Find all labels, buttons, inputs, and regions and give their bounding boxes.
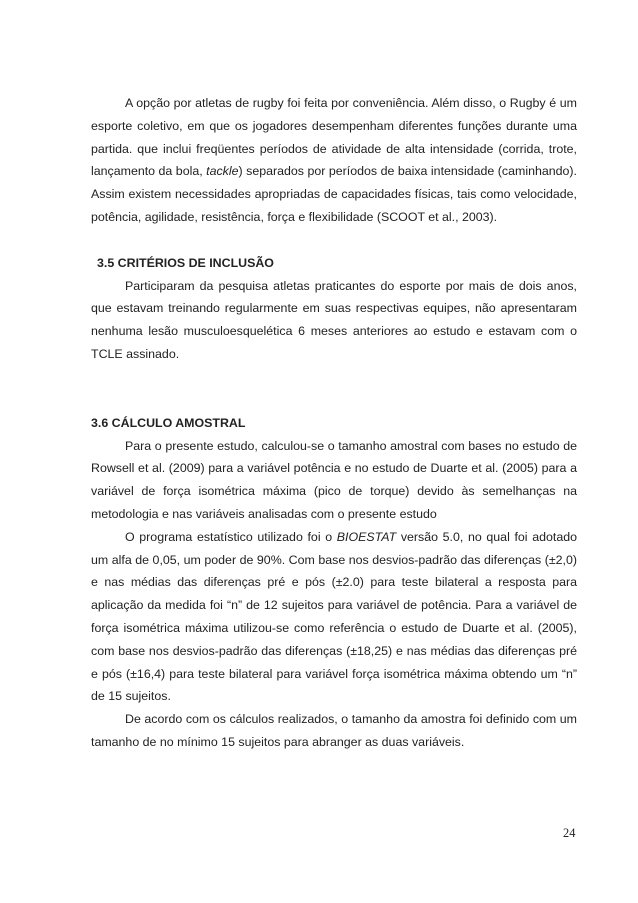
page-number: 24 (563, 826, 576, 840)
document-body (91, 92, 577, 754)
intro-paragraph (91, 92, 577, 229)
intro-italic-term: tackle (206, 164, 239, 179)
inclusion-paragraph: Participaram da pesquisa atletas praticantes do esporte por mais de dois anos, que estavam treinando regularmente em suas respectivas equipes, não apresentaram nenhuma lesão musculoesquelética 6 meses anteriores ao estudo e estavam com o TCLE assinado. (91, 278, 577, 361)
sample-text-2: versão 5.0, no qual foi adotado um alfa de 0,05, um poder de 90%. Com base nos desvios-padrão das diferenças (±2,0) e nas médias das diferenças pré e pós (±2.0) para teste bilateral a resposta para aplicação da medida foi “n” de 12 sujeitos para variável de potência. Para a variável de força isométrica máxima utilizou-se como referência o estudo de Duarte et al. (2005), com base nos desvios-padrão das diferenças (±18,25) e nas médias das diferenças pré e pós (±16,4) para teste bilateral para variável força isométrica máxima obtendo um “n” de 15 sujeitos. (91, 529, 577, 704)
section-heading-sample: 3.6 CÁLCULO AMOSTRAL (91, 415, 246, 430)
intro-text-2: ) separados por períodos de baixa intensidade (caminhando). Assim existem necessidades apropriadas de capacidades físicas, tais como velocidade, potência, agilidade, resistência, força e flexibilidade (SCOOT et al., 2003). (91, 164, 577, 224)
intro-text-1: A opção por atletas de rugby foi feita por conveniência. Além disso, o Rugby é um esporte coletivo, em que os jogadores desempenham diferentes funções durante uma partida. que inclui freqüentes períodos de atividade de alta intensidade (corrida, trote, lançamento da bola, (91, 96, 577, 179)
sample-text-1: O programa estatístico utilizado foi o (125, 529, 337, 544)
sample-paragraph-2 (91, 526, 577, 708)
software-name: BIOESTAT (336, 529, 397, 544)
section-heading-inclusion: 3.5 CRITÉRIOS DE INCLUSÃO (97, 255, 274, 270)
sample-paragraph-1: Para o presente estudo, calculou-se o tamanho amostral com bases no estudo de Rowsell et al. (2009) para a variável potência e no estudo de Duarte et al. (2005) para a variável de força isométrica máxima (pico de torque) devido às semelhanças na metodologia e nas variáveis analisadas com o presente estudo (91, 438, 577, 521)
sample-paragraph-3: De acordo com os cálculos realizados, o tamanho da amostra foi definido com um tamanho de no mínimo 15 sujeitos para abranger as duas variáveis. (91, 712, 577, 749)
